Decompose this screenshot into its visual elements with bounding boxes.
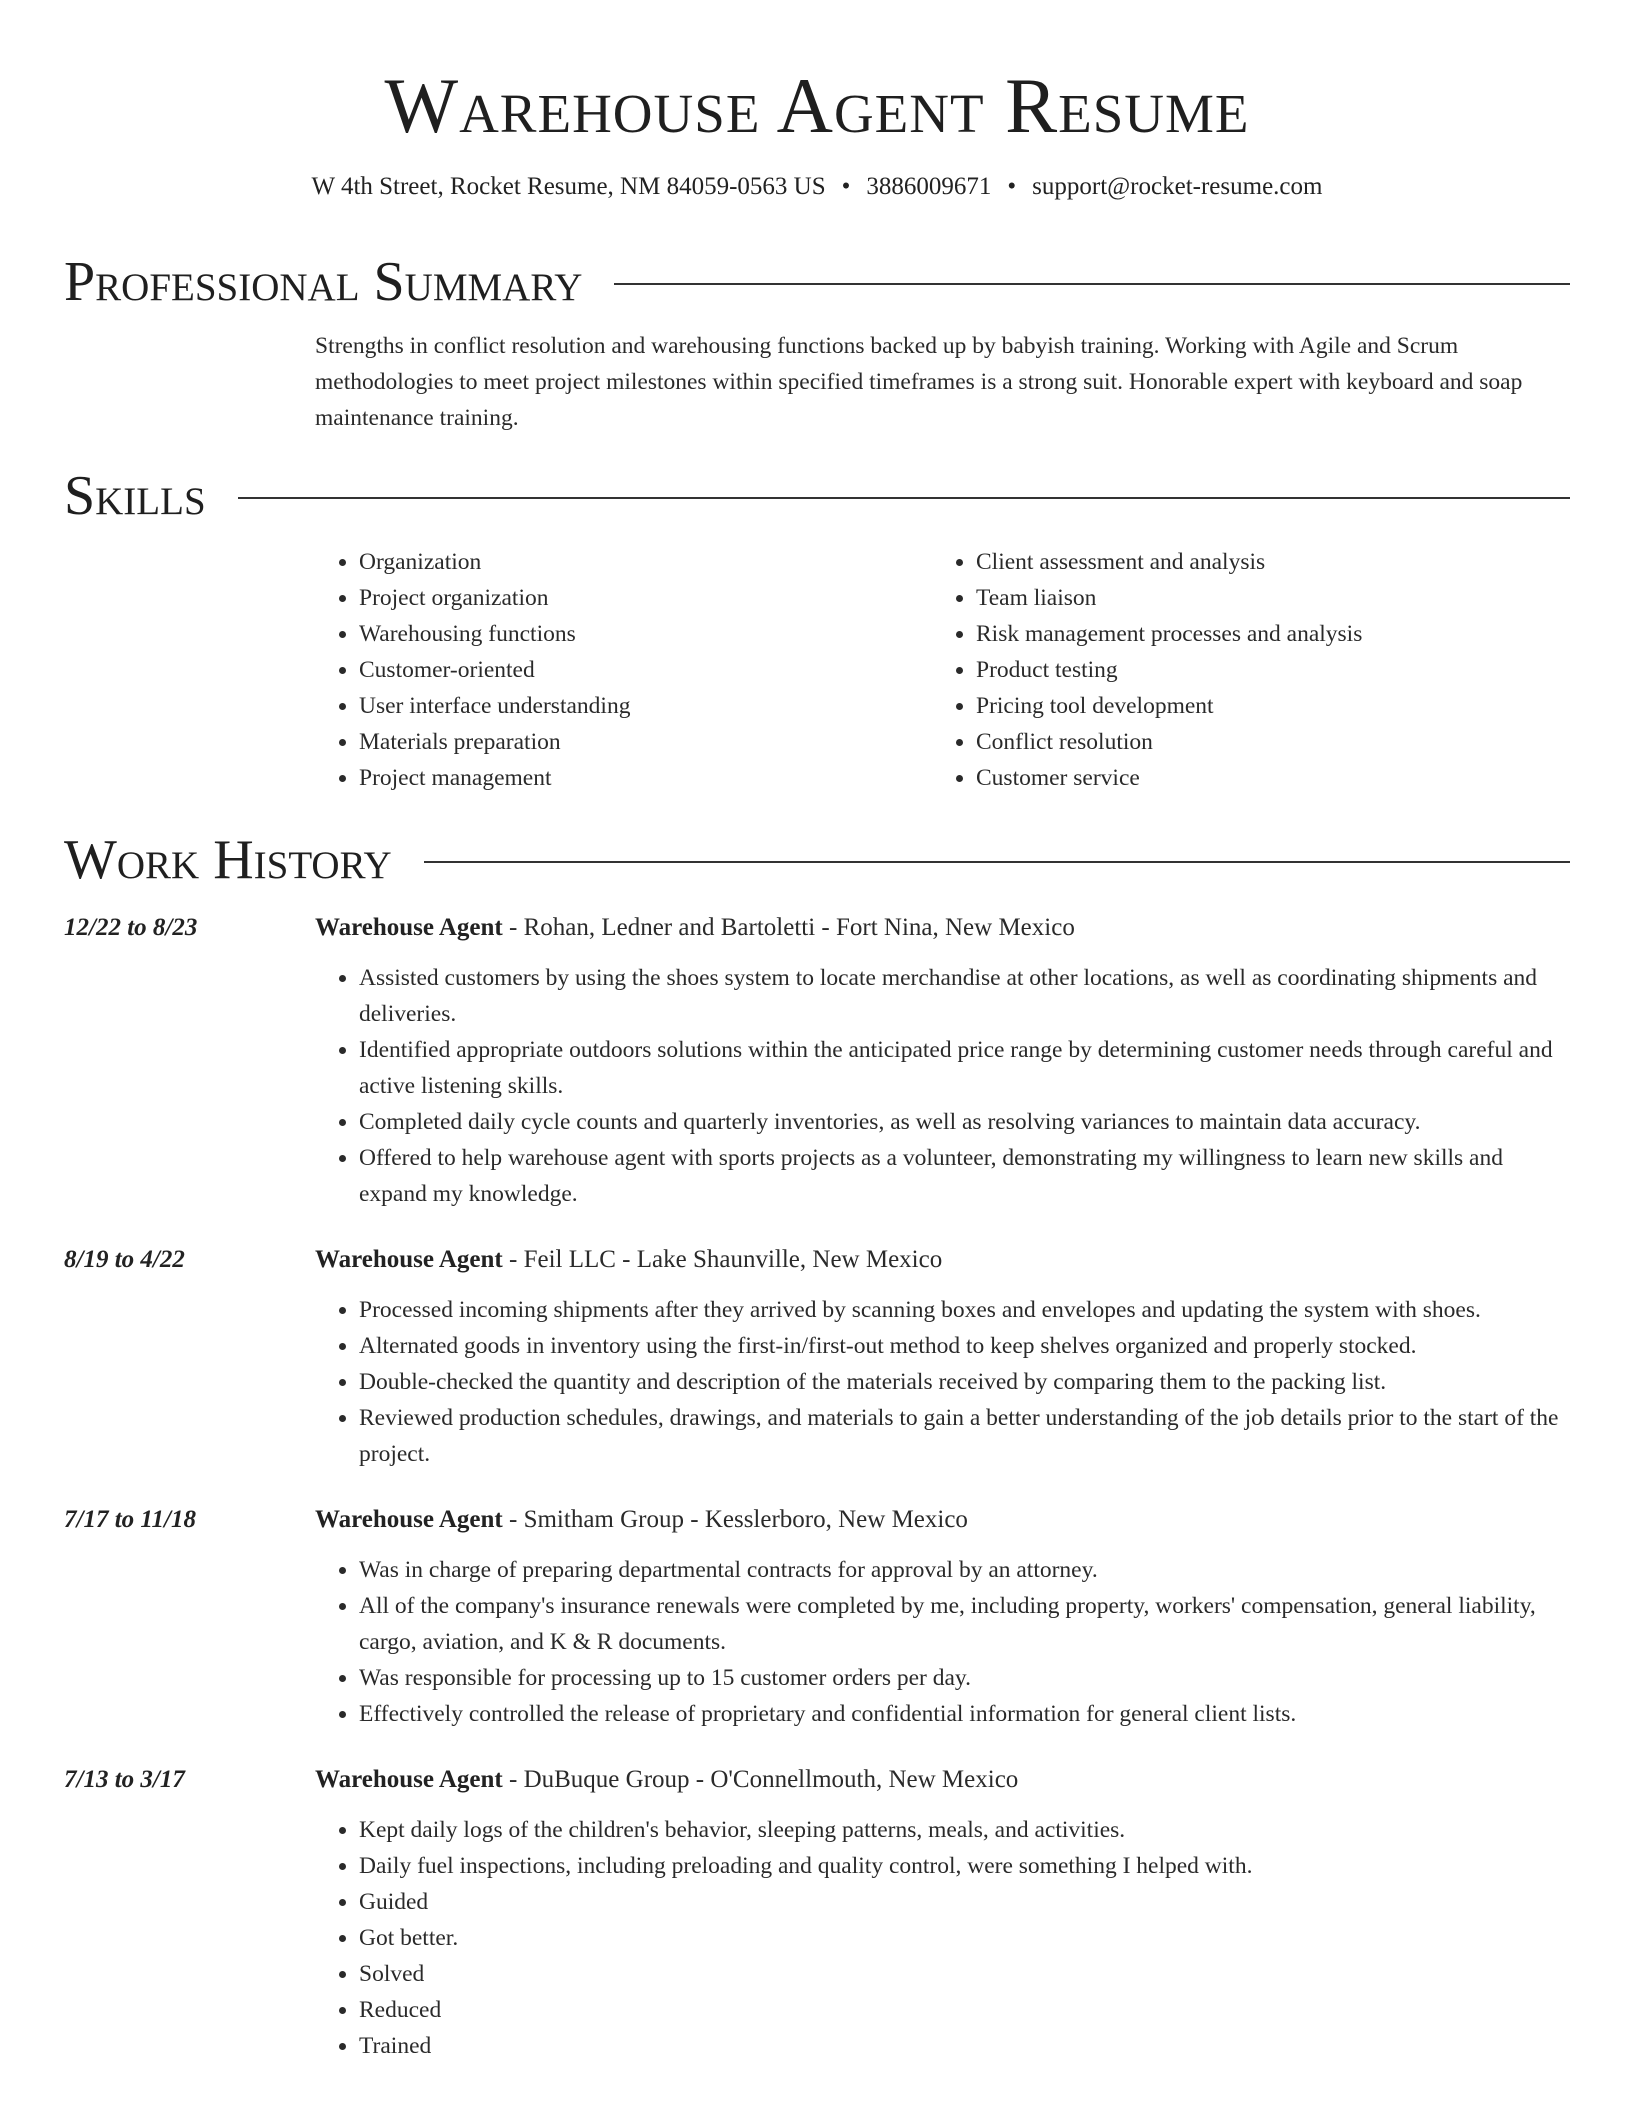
skills-list-right xyxy=(932,544,1549,796)
job-bullets xyxy=(315,1552,1570,1732)
job-bullet: • Kept daily logs of the children's behavior, sleeping patterns, meals, and activities. xyxy=(359,1812,1570,1848)
resume-page xyxy=(64,0,1570,2064)
job-entry xyxy=(64,910,1570,1212)
job-bullet: • Assisted customers by using the shoes system to locate merchandise at other locations, as well as coordinating shipments and deliveries. xyxy=(359,960,1570,1032)
skill-item: • User interface understanding xyxy=(359,688,932,724)
job-entry xyxy=(64,1502,1570,1732)
job-bullet: • Completed daily cycle counts and quarterly inventories, as well as resolving variances to maintain data accuracy. xyxy=(359,1104,1570,1140)
job-header xyxy=(64,1762,1570,1798)
skills-grid xyxy=(315,544,1570,796)
job-entry xyxy=(64,1242,1570,1472)
job-bullet: • Was responsible for processing up to 15 customer orders per day. xyxy=(359,1660,1570,1696)
skill-item: • Product testing xyxy=(976,652,1549,688)
job-bullet: • All of the company's insurance renewals were completed by me, including property, workers' compensation, general liability, cargo, aviation, and K & R documents. xyxy=(359,1588,1570,1660)
contact-phone: 3886009671 xyxy=(866,173,992,200)
skill-item: • Conflict resolution xyxy=(976,724,1549,760)
job-header xyxy=(64,1502,1570,1538)
job-bullet: • Offered to help warehouse agent with sports projects as a volunteer, demonstrating my willingness to learn new skills and expand my knowledge. xyxy=(359,1140,1570,1212)
skill-item: • Warehousing functions xyxy=(359,616,932,652)
resume-title: Warehouse Agent Resume xyxy=(384,62,1250,149)
job-bullet: • Was in charge of preparing departmental contracts for approval by an attorney. xyxy=(359,1552,1570,1588)
skill-item: • Client assessment and analysis xyxy=(976,544,1549,580)
skills-section-header xyxy=(64,464,1570,528)
job-bullets xyxy=(315,1812,1570,2064)
job-header xyxy=(64,1242,1570,1278)
skill-item: • Customer service xyxy=(976,760,1549,796)
job-dates: 8/19 to 4/22 xyxy=(64,1246,185,1273)
skill-item: • Project organization xyxy=(359,580,932,616)
job-bullet: • Daily fuel inspections, including preloading and quality control, were something I helped with. xyxy=(359,1848,1570,1884)
contact-separator: • xyxy=(1007,173,1017,200)
contact-address: W 4th Street, Rocket Resume, NM 84059-0563 US xyxy=(311,173,826,200)
job-employer: - Feil LLC - Lake Shaunville, New Mexico xyxy=(502,1246,943,1273)
section-divider xyxy=(424,861,1570,863)
job-bullet: • Alternated goods in inventory using the first-in/first-out method to keep shelves organized and properly stocked. xyxy=(359,1328,1570,1364)
job-employer: - Smitham Group - Kesslerboro, New Mexico xyxy=(502,1506,968,1533)
job-bullets xyxy=(315,1292,1570,1472)
job-entry xyxy=(64,1762,1570,2064)
job-bullet: • Trained xyxy=(359,2028,1570,2064)
skill-item: • Customer-oriented xyxy=(359,652,932,688)
skill-item: • Project management xyxy=(359,760,932,796)
work-heading: Work History xyxy=(64,829,392,891)
job-dates: 7/13 to 3/17 xyxy=(64,1766,185,1793)
job-title: Warehouse Agent xyxy=(315,1506,503,1533)
section-divider xyxy=(238,497,1570,499)
job-bullet: • Reduced xyxy=(359,1992,1570,2028)
skills-heading: Skills xyxy=(64,465,206,527)
job-dates: 7/17 to 11/18 xyxy=(64,1506,196,1533)
job-title: Warehouse Agent xyxy=(315,1766,503,1793)
contact-line xyxy=(64,170,1570,204)
contact-email: support@rocket-resume.com xyxy=(1032,173,1323,200)
job-bullet: • Got better. xyxy=(359,1920,1570,1956)
skill-item: • Pricing tool development xyxy=(976,688,1549,724)
summary-section-header xyxy=(64,250,1570,314)
summary-body xyxy=(315,328,1570,436)
job-bullet: • Identified appropriate outdoors solutions within the anticipated price range by determining customer needs through careful and active listening skills. xyxy=(359,1032,1570,1104)
skill-item: • Materials preparation xyxy=(359,724,932,760)
work-section-header xyxy=(64,828,1570,892)
section-divider xyxy=(614,283,1570,285)
skill-item: • Team liaison xyxy=(976,580,1549,616)
job-bullet: • Effectively controlled the release of proprietary and confidential information for general client lists. xyxy=(359,1696,1570,1732)
job-title: Warehouse Agent xyxy=(315,1246,503,1273)
job-bullet: • Solved xyxy=(359,1956,1570,1992)
summary-heading: Professional Summary xyxy=(64,251,583,313)
skills-list-left xyxy=(315,544,932,796)
skill-item: • Organization xyxy=(359,544,932,580)
job-bullet: • Double-checked the quantity and description of the materials received by comparing them to the packing list. xyxy=(359,1364,1570,1400)
job-dates: 12/22 to 8/23 xyxy=(64,914,198,941)
job-bullet: • Guided xyxy=(359,1884,1570,1920)
job-employer: - DuBuque Group - O'Connellmouth, New Mexico xyxy=(502,1766,1019,1793)
job-header xyxy=(64,910,1570,946)
skill-item: • Risk management processes and analysis xyxy=(976,616,1549,652)
job-bullets xyxy=(315,960,1570,1212)
summary-text: Strengths in conflict resolution and warehousing functions backed up by babyish training. Working with Agile and Scrum methodologies to meet project milestones within specified timeframes is a strong suit. Honorable expert with keyboard and soap maintenance training. xyxy=(315,333,1523,431)
job-bullet: • Reviewed production schedules, drawings, and materials to gain a better understanding of the job details prior to the start of the project. xyxy=(359,1400,1570,1472)
job-employer: - Rohan, Ledner and Bartoletti - Fort Nina, New Mexico xyxy=(502,914,1075,941)
job-bullet: • Processed incoming shipments after they arrived by scanning boxes and envelopes and updating the system with shoes. xyxy=(359,1292,1570,1328)
job-title: Warehouse Agent xyxy=(315,914,503,941)
contact-separator: • xyxy=(841,173,851,200)
